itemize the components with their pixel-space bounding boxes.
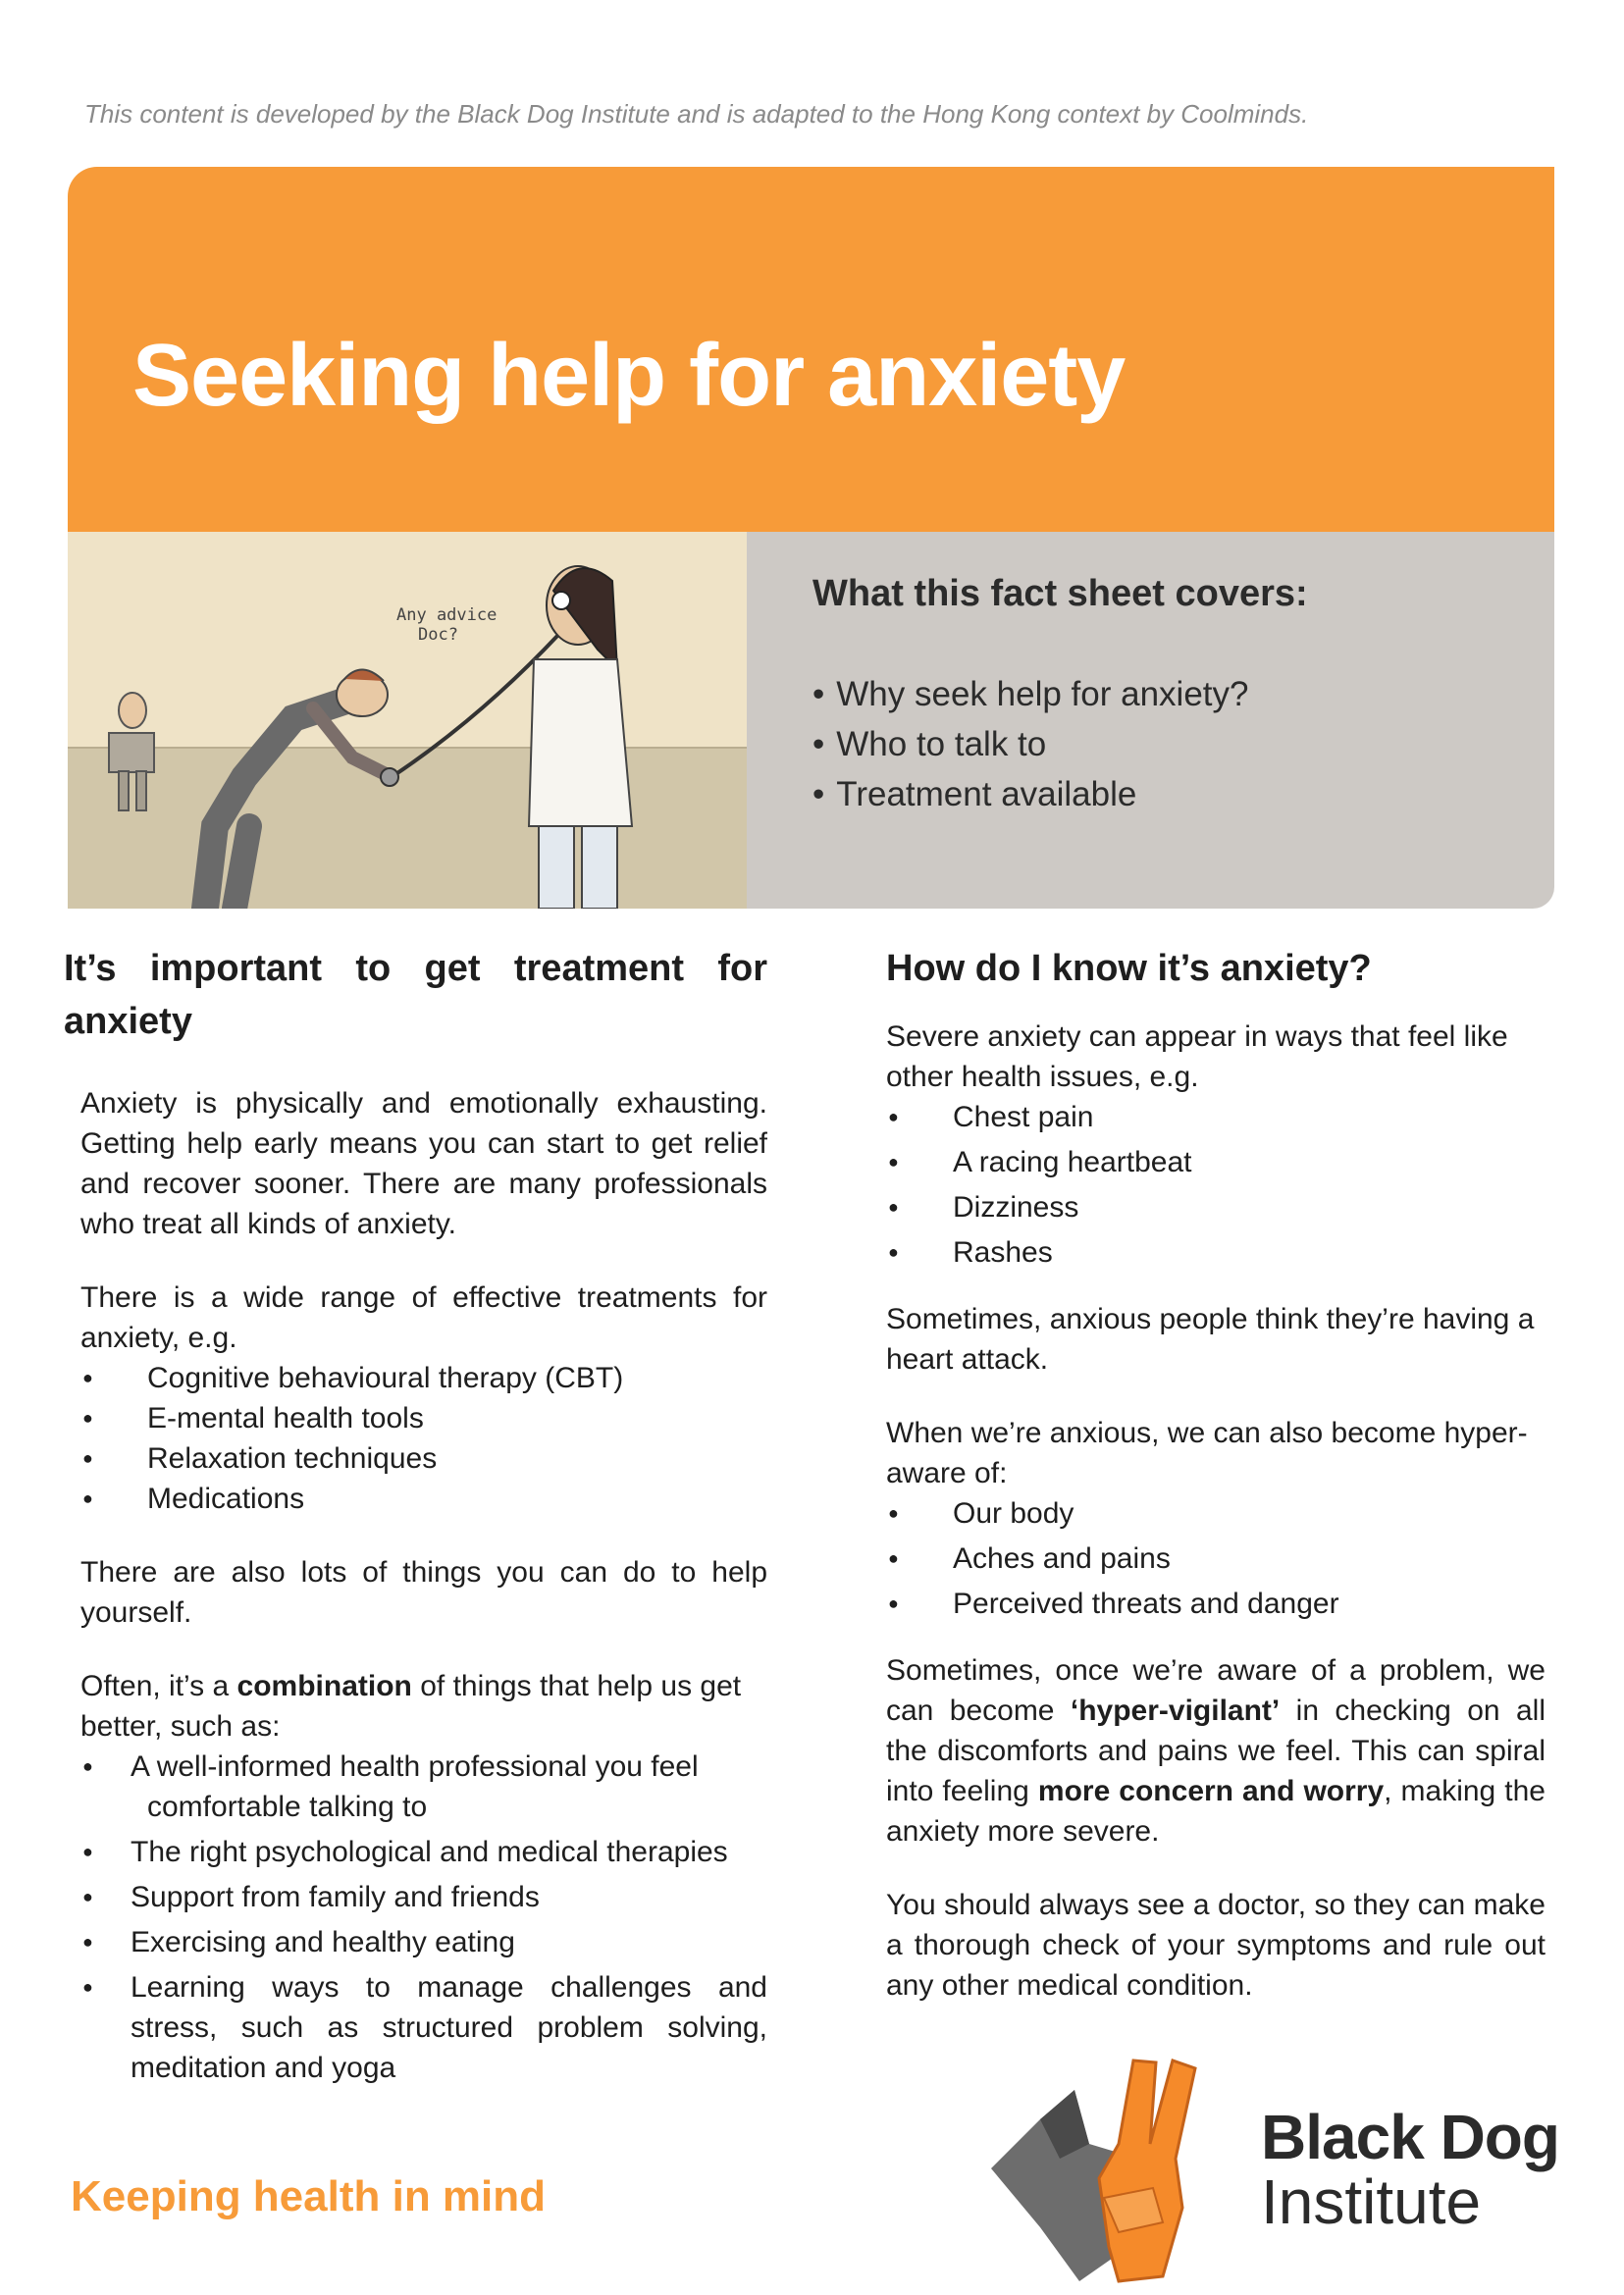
fact-sheet-covers-panel [747, 532, 1554, 909]
list-item: ● Exercising and healthy eating [80, 1922, 767, 1962]
list-item: ● E-mental health tools [80, 1398, 767, 1438]
symptoms-list [886, 1097, 1545, 1273]
list-item: ● Medications [80, 1479, 767, 1519]
list-item: • Treatment available [812, 769, 1248, 819]
black-dog-institute-logo [981, 2051, 1570, 2286]
list-item: ● Chest pain [886, 1097, 1545, 1137]
list-item: ● Support from family and friends [80, 1877, 767, 1917]
list-item: ● Learning ways to manage challenges and stress, such as structured problem solving, meditation and yoga [80, 1967, 767, 2088]
dog-hand-icon [981, 2051, 1256, 2286]
paragraph: You should always see a doctor, so they can make a thorough check of your symptoms and rule out any other medical condition. [886, 1889, 1545, 2002]
left-column [64, 942, 767, 2093]
tagline: Keeping health in mind [71, 2172, 547, 2220]
title-banner [68, 167, 1554, 532]
list-item: ● Our body [886, 1493, 1545, 1534]
covers-list [812, 669, 1248, 819]
logo-text-line2: Institute [1261, 2166, 1482, 2237]
right-column [886, 942, 1545, 2006]
covers-heading: What this fact sheet covers: [812, 573, 1308, 614]
page-title: Seeking help for anxiety [132, 327, 1126, 425]
credit-line: This content is developed by the Black Dog Institute and is adapted to the Hong Kong context by Coolminds. [84, 99, 1309, 129]
list-item: • Why seek help for anxiety? [812, 669, 1248, 719]
list-item: ● Rashes [886, 1232, 1545, 1273]
list-item: ● The right psychological and medical therapies [80, 1832, 767, 1872]
paragraph: Severe anxiety can appear in ways that feel like other health issues, e.g. [886, 1020, 1508, 1093]
paragraph: There is a wide range of effective treatments for anxiety, e.g. [80, 1281, 767, 1354]
list-item: ● A racing heartbeat [886, 1142, 1545, 1182]
list-item: ● Aches and pains [886, 1539, 1545, 1579]
list-item: ● A well-informed health professional you feel comfortable talking to [80, 1747, 767, 1827]
paragraph: When we’re anxious, we can also become hyper-aware of: [886, 1417, 1528, 1489]
helps-list [80, 1747, 767, 2088]
cartoon-illustration [68, 532, 747, 909]
list-item: ● Perceived threats and danger [886, 1584, 1545, 1624]
paragraph: Sometimes, anxious people think they’re having a heart attack. [886, 1303, 1535, 1376]
paragraph: There are also lots of things you can do to help yourself. [80, 1556, 767, 1629]
list-item: • Who to talk to [812, 719, 1248, 769]
list-item: ● Dizziness [886, 1187, 1545, 1227]
aware-list [886, 1493, 1545, 1624]
speech-text: Any advice Doc? [396, 605, 498, 645]
list-item: ● Relaxation techniques [80, 1438, 767, 1479]
logo-text-line1: Black Dog [1261, 2102, 1559, 2172]
doctor-cartoon-image [68, 532, 747, 909]
list-item: ● Cognitive behavioural therapy (CBT) [80, 1358, 767, 1398]
paragraph: Sometimes, once we’re aware of a problem, we can become ‘hyper-vigilant’ in checking on all the discomforts and pains we feel. This can spiral into feeling more concern and worry, making the anxiety more severe. [886, 1654, 1545, 1848]
section-heading-treatment: It’s important to get treatment for anxiety [64, 948, 767, 1042]
section-heading-know-anxiety: How do I know it’s anxiety? [886, 948, 1372, 989]
paragraph: Anxiety is physically and emotionally exhausting. Getting help early means you can start to get relief and recover sooner. There are many professionals who treat all kinds of anxiety. [80, 1087, 767, 1240]
treatments-list [80, 1358, 767, 1519]
paragraph: Often, it’s a combination of things that help us get better, such as: [80, 1670, 742, 1743]
